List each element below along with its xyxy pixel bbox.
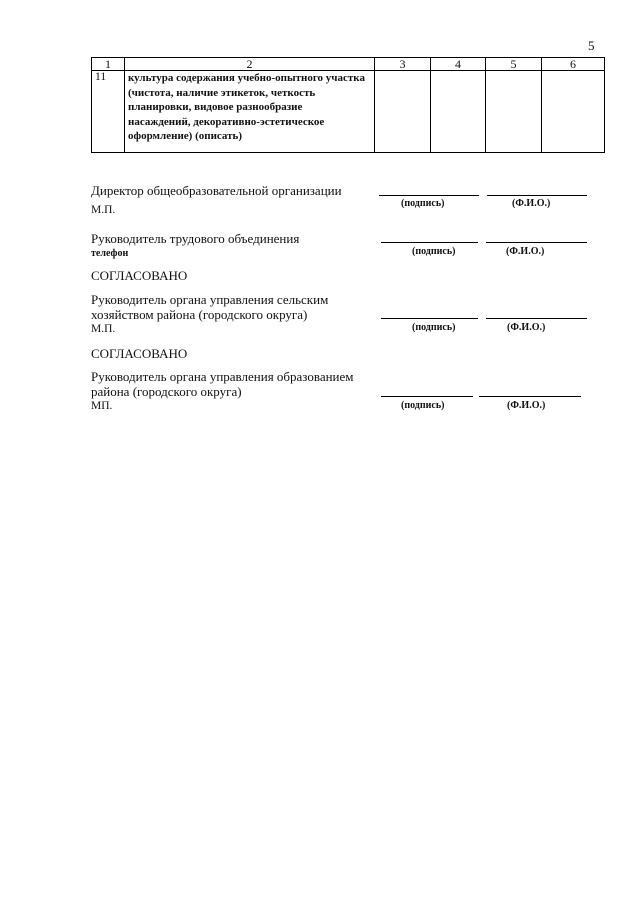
name-line [487,195,587,196]
column-header: 5 [486,58,542,71]
signature-line [381,318,478,319]
signature-role: Директор общеобразовательной организации [91,183,342,198]
column-header: 1 [92,58,125,71]
table-cell [542,71,605,153]
stamp-label: МП. [91,400,113,412]
column-header: 4 [431,58,486,71]
signature-role: Руководитель трудового объединения [91,231,300,246]
name-line [479,396,581,397]
phone-label: телефон [91,248,129,259]
name-caption: (Ф.И.О.) [507,322,546,333]
director-signature-block [91,183,342,218]
signature-caption: (подпись) [401,400,445,411]
table-header-row [92,58,605,71]
approval-heading: СОГЛАСОВАНО [91,346,188,361]
signature-line [381,396,473,397]
name-line [486,318,587,319]
table-cell [486,71,542,153]
signature-caption: (подпись) [401,198,445,209]
signature-role: Руководитель органа управления образованием [91,369,354,384]
education-head-signature-block [91,369,354,414]
labor-head-signature-block [91,231,299,261]
row-description-line: (чистота, наличие этикеток, четкость [128,86,316,99]
column-header: 2 [125,58,375,71]
signature-role: Руководитель органа управления сельским [91,292,329,307]
row-description-line: оформление) (описать) [128,130,243,142]
name-line [486,242,587,243]
name-caption: (Ф.И.О.) [506,246,545,257]
signature-caption: (подпись) [412,246,456,257]
column-header: 6 [542,58,605,71]
stamp-label: М.П. [91,204,116,216]
row-description-line: планировки, видовое разнообразие [128,101,303,113]
table-cell [375,71,431,153]
row-number: 11 [92,71,125,153]
name-caption: (Ф.И.О.) [512,198,551,209]
signature-line [381,242,478,243]
criteria-table [91,57,605,153]
signature-line [379,195,479,196]
row-description-line: насаждений, декоративно-эстетическое [128,115,325,128]
stamp-label: М.П. [91,323,116,335]
approval-heading: СОГЛАСОВАНО [91,268,188,283]
column-header: 3 [375,58,431,71]
name-caption: (Ф.И.О.) [507,400,546,411]
table-cell [431,71,486,153]
signature-role: района (городского округа) [91,384,242,399]
signature-caption: (подпись) [412,322,456,333]
table-row [92,71,605,153]
row-description [125,71,375,153]
agriculture-head-signature-block [91,292,328,337]
page-number: 5 [588,38,595,53]
signature-role: хозяйством района (городского округа) [91,307,308,322]
row-description-line: культура содержания учебно-опытного участка [128,72,365,84]
